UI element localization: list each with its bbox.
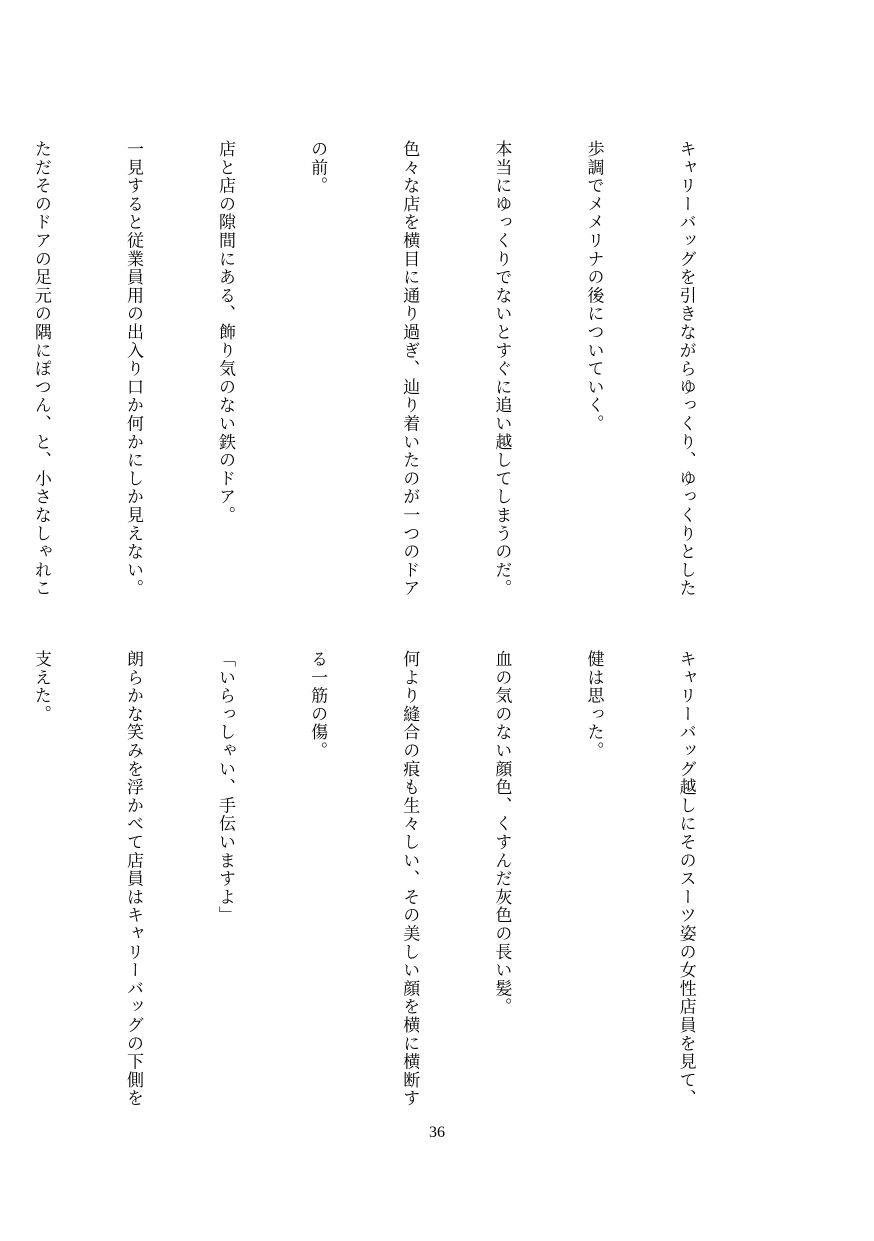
text-line: 一見すると従業員用の出入り口か何かにしか見えない。: [122, 140, 143, 598]
text-line: 支えた。: [30, 650, 51, 724]
text-line: 健は思った。: [583, 650, 604, 760]
text-line: 血の気のない顔色、くすんだ灰色の長い髪。: [491, 650, 512, 1016]
text-line: る一筋の傷。: [307, 650, 328, 760]
text-line: の前。: [307, 140, 328, 195]
text-block-bottom: [0, 650, 762, 1120]
text-block-top: [0, 140, 762, 610]
text-line: 朗らかな笑みを浮かべて店員はキャリーバッグの下側を: [122, 650, 143, 1108]
text-line: 本当にゆっくりでないとすぐに追い越してしまうのだ。: [491, 140, 512, 598]
text-line: 色々な店を横目に通り過ぎ、辿り着いたのが一つのドア: [399, 140, 420, 598]
text-line: ただそのドアの足元の隅にぽつん、と、小さなしゃれこ: [30, 140, 51, 598]
text-line: キャリーバッグ越しにそのスーツ姿の女性店員を見て、: [675, 650, 696, 1108]
text-line: キャリーバッグを引きながらゆっくり、ゆっくりとした: [675, 140, 696, 598]
text-line: 何より縫合の痕も生々しい、その美しい顔を横に横断す: [399, 650, 420, 1108]
text-line: 歩調でメメリナの後についていく。: [583, 140, 604, 433]
page-number: 36: [429, 1124, 445, 1141]
text-line: 「いらっしゃい、手伝いますよ」: [215, 650, 236, 925]
text-line: 店と店の隙間にある、飾り気のない鉄のドア。: [215, 140, 236, 525]
